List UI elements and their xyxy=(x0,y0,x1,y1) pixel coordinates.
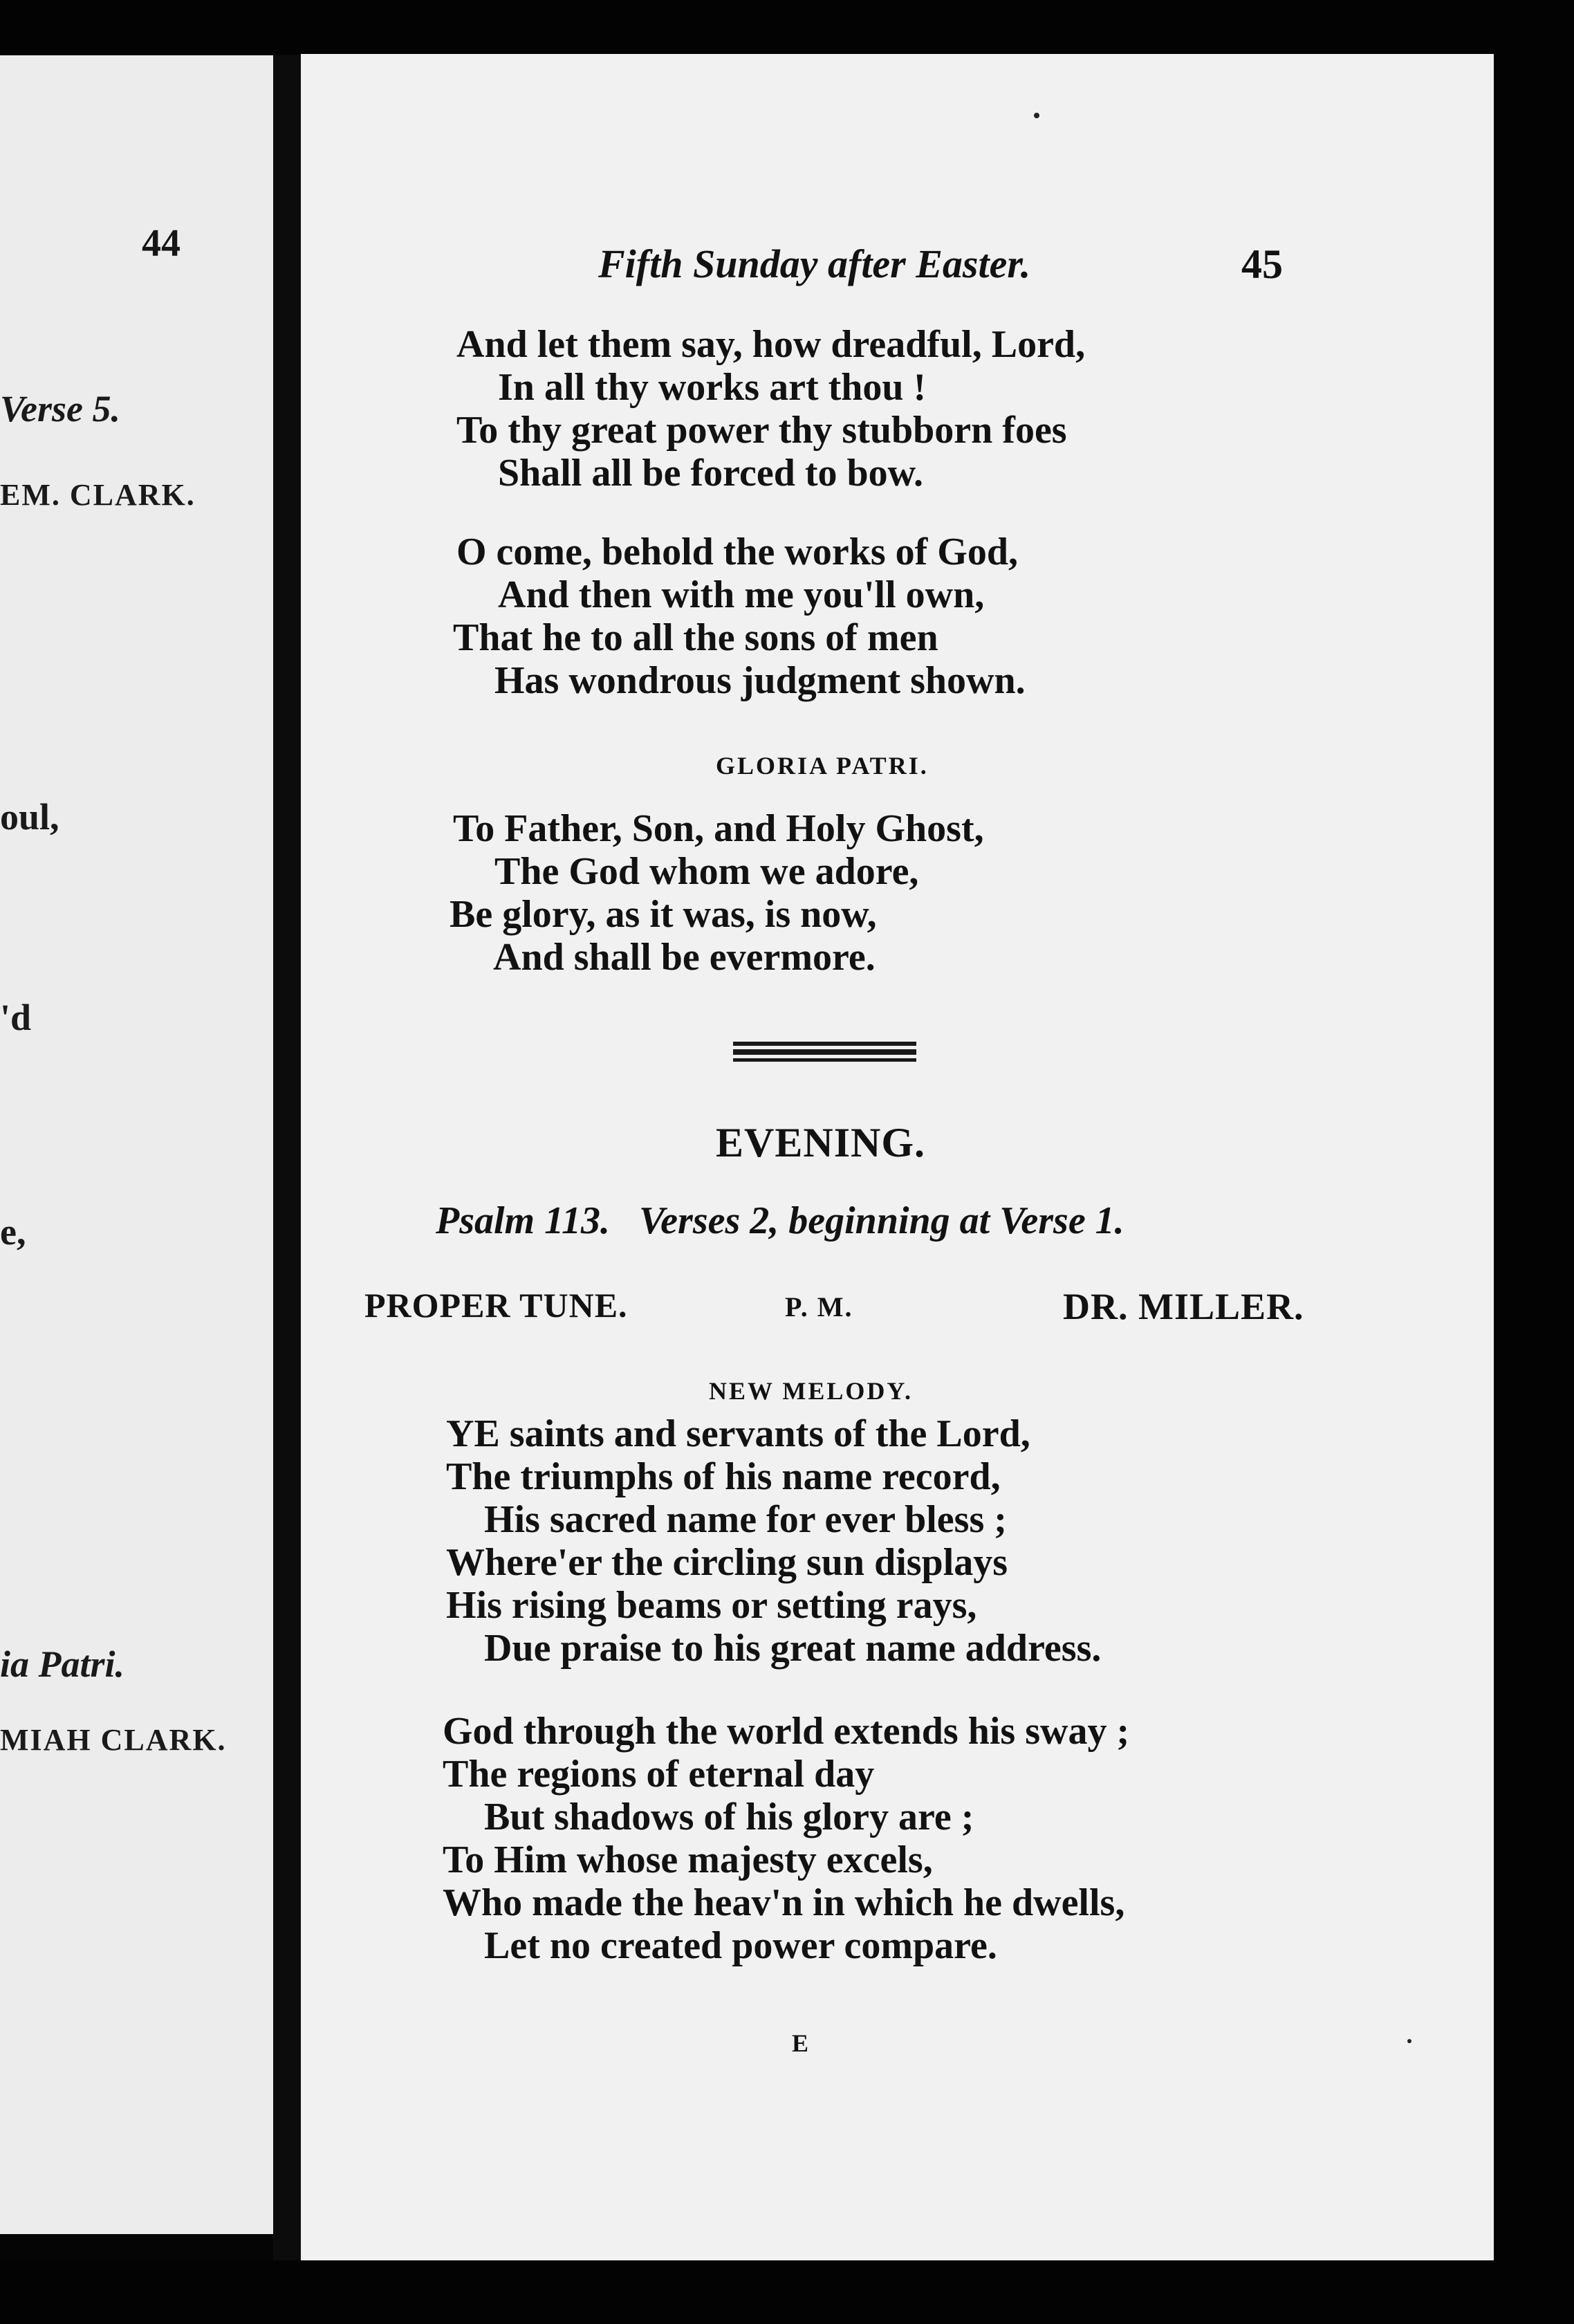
tune-row xyxy=(301,1285,1494,1334)
verse-line: Where'er the circling sun displays xyxy=(446,1541,1008,1584)
psalm-heading xyxy=(436,1199,1124,1243)
dust-speck xyxy=(1407,2039,1411,2043)
verse-line: Let no created power compare. xyxy=(484,1924,997,1967)
left-fragment: e, xyxy=(0,1211,26,1253)
verse-line: YE saints and servants of the Lord, xyxy=(446,1412,1030,1455)
tune-composer: DR. MILLER. xyxy=(1063,1286,1304,1327)
verse-line: His rising beams or setting rays, xyxy=(446,1584,977,1627)
verse-line: And then with me you'll own, xyxy=(498,573,985,616)
tune-meter: P. M. xyxy=(785,1291,853,1322)
running-head: Fifth Sunday after Easter. xyxy=(598,241,1031,286)
book-gutter xyxy=(273,55,301,2269)
psalm-verses: Verses 2, beginning at Verse 1. xyxy=(639,1199,1124,1242)
left-fragment: ia Patri. xyxy=(0,1643,125,1685)
right-page xyxy=(301,54,1494,2260)
left-fragment: MIAH CLARK. xyxy=(0,1723,227,1757)
verse-line: Shall all be forced to bow. xyxy=(498,452,924,495)
ornamental-divider xyxy=(733,1042,916,1062)
psalm-name: Psalm 113. xyxy=(436,1199,611,1242)
page-header xyxy=(301,241,1494,296)
dust-speck xyxy=(1034,113,1039,118)
page-number: 45 xyxy=(1241,241,1283,287)
verse-line: Who made the heav'n in which he dwells, xyxy=(443,1881,1125,1924)
tune-name: PROPER TUNE. xyxy=(364,1286,628,1325)
left-page xyxy=(0,55,273,2234)
verse-line: The triumphs of his name record, xyxy=(446,1455,1001,1498)
left-fragment: oul, xyxy=(0,796,59,838)
scan-top-border xyxy=(0,0,1574,54)
verse-line: O come, behold the works of God, xyxy=(456,531,1018,573)
left-fragment: Verse 5. xyxy=(0,388,120,430)
verse-line: The God whom we adore, xyxy=(494,850,919,893)
verse-line: God through the world extends his sway ; xyxy=(443,1710,1130,1753)
verse-line: And let them say, how dreadful, Lord, xyxy=(456,323,1086,366)
new-melody-label: NEW MELODY. xyxy=(709,1377,914,1405)
verse-line: To thy great power thy stubborn foes xyxy=(456,409,1067,452)
left-fragment: 'd xyxy=(0,997,32,1038)
verse-line: Has wondrous judgment shown. xyxy=(494,659,1026,702)
left-fragment: EM. CLARK. xyxy=(0,478,196,512)
verse-line: And shall be evermore. xyxy=(493,936,876,979)
verse-line: The regions of eternal day xyxy=(443,1753,875,1796)
verse-line: To Him whose majesty excels, xyxy=(443,1838,933,1881)
gloria-patri-label: GLORIA PATRI. xyxy=(716,752,929,780)
verse-line: Due praise to his great name address. xyxy=(484,1627,1102,1670)
scan-right-border xyxy=(1494,42,1574,2276)
left-page-number: 44 xyxy=(142,222,180,265)
verse-line: That he to all the sons of men xyxy=(453,616,938,659)
signature-mark: E xyxy=(792,2029,809,2057)
evening-title: EVENING. xyxy=(716,1120,926,1165)
verse-line: But shadows of his glory are ; xyxy=(484,1796,974,1838)
verse-line: Be glory, as it was, is now, xyxy=(450,893,877,936)
verse-line: In all thy works art thou ! xyxy=(498,366,927,409)
verse-line: To Father, Son, and Holy Ghost, xyxy=(453,807,984,850)
scan-bottom-border xyxy=(0,2260,1574,2324)
verse-line: His sacred name for ever bless ; xyxy=(484,1498,1007,1541)
